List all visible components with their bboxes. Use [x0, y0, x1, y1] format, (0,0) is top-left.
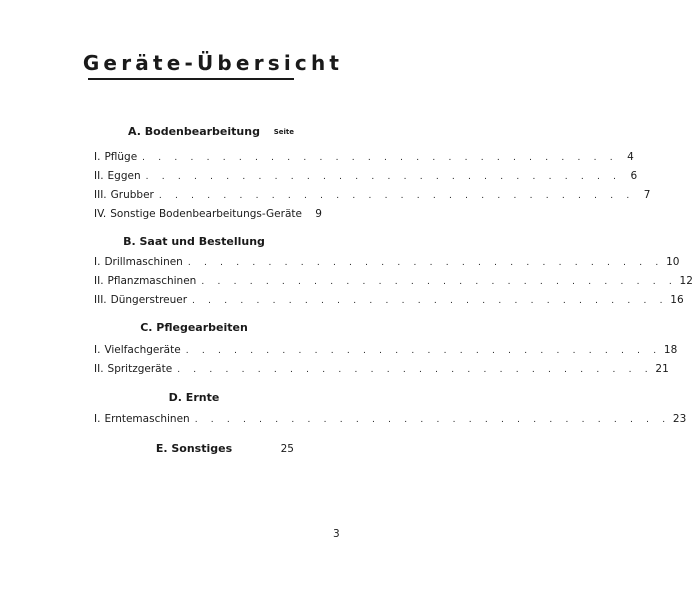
toc-entry	[94, 274, 693, 289]
toc-entry	[94, 343, 678, 358]
entry-number: III.	[94, 294, 107, 306]
entry-number: I.	[94, 256, 101, 268]
page-number: 3	[333, 528, 340, 540]
entry-number: II.	[94, 170, 104, 182]
section-heading-label: D. Ernte	[168, 391, 220, 404]
toc-entry	[94, 207, 322, 222]
entry-page: 6	[630, 170, 638, 182]
dot-leader: . . . . . . . . . . . . . . . . . . . . . . . . . . . . . .	[201, 277, 677, 287]
dot-leader: . . . . . . . . . . . . . . . . . . . . . . . . . . . . . .	[158, 191, 635, 201]
section-heading-label: B. Saat und Bestellung	[123, 235, 265, 248]
entry-page: 7	[643, 189, 651, 201]
toc-entry	[94, 362, 669, 377]
entry-number: I.	[94, 344, 101, 356]
section-heading-label: C. Pflegearbeiten	[140, 321, 248, 334]
section-heading-d	[94, 390, 294, 406]
section-heading-b	[94, 234, 294, 250]
section-page: 25	[280, 443, 294, 455]
entry-page: 4	[627, 151, 634, 163]
dot-leader: . . . . . . . . . . . . . . . . . . . . . . . . . . . . . .	[145, 172, 622, 182]
page-column-label: Seite	[273, 128, 294, 136]
entry-page: 10	[666, 256, 680, 268]
section-heading-a	[94, 124, 294, 140]
section-heading-label: E. Sonstiges	[155, 442, 233, 455]
dot-leader: . . . . . . . . . . . . . . . . . . . . . . . . . . . . . .	[187, 258, 664, 268]
toc-entry	[94, 169, 638, 184]
entry-number: II.	[94, 363, 104, 375]
entry-label: Drillmaschinen	[104, 256, 183, 268]
entry-label: Eggen	[107, 170, 141, 182]
toc-entry	[94, 150, 634, 165]
section-heading-e	[94, 441, 294, 457]
dot-leader: . . . . . . . . . . . . . . . . . . . . . . . . . . . . . .	[177, 365, 653, 375]
entry-number: I.	[94, 413, 101, 425]
entry-label: Pflanzmaschinen	[107, 275, 197, 287]
entry-label: Pflüge	[104, 151, 138, 163]
table-of-contents	[94, 0, 693, 600]
toc-entry	[94, 188, 651, 203]
entry-number: IV.	[94, 208, 107, 220]
toc-entry	[94, 293, 684, 308]
entry-label: Vielfachgeräte	[104, 344, 181, 356]
entry-label: Sonstige Bodenbearbeitungs-Geräte	[110, 208, 302, 220]
entry-label: Erntemaschinen	[104, 413, 190, 425]
entry-page: 16	[670, 294, 684, 306]
entry-page: 18	[663, 344, 678, 356]
dot-leader: . . . . . . . . . . . . . . . . . . . . . . . . . . . . . .	[192, 296, 668, 306]
entry-label: Spritzgeräte	[107, 363, 173, 375]
dot-leader: . . . . . . . . . . . . . . . . . . . . . . . . . . . . . .	[194, 415, 671, 425]
entry-number: I.	[94, 151, 101, 163]
dot-leader: . . . . . . . . . . . . . . . . . . . . . . . . . . . . . .	[142, 153, 618, 163]
section-heading-label: A. Bodenbearbeitung	[128, 125, 260, 138]
dot-leader: . . . . . . . . . . . . . . . . . . . . . . . . . . . . . .	[185, 346, 662, 356]
page-title: Geräte-Übersicht	[82, 51, 344, 75]
entry-page: 21	[655, 363, 669, 375]
section-heading-c	[94, 320, 294, 336]
entry-number: III.	[94, 189, 107, 201]
entry-page: 9	[315, 208, 322, 220]
entry-label: Düngerstreuer	[110, 294, 188, 306]
toc-entry	[94, 255, 680, 270]
entry-number: II.	[94, 275, 104, 287]
entry-page: 12	[679, 275, 693, 287]
entry-page: 23	[672, 413, 687, 425]
toc-entry	[94, 412, 687, 427]
entry-label: Grubber	[110, 189, 154, 201]
